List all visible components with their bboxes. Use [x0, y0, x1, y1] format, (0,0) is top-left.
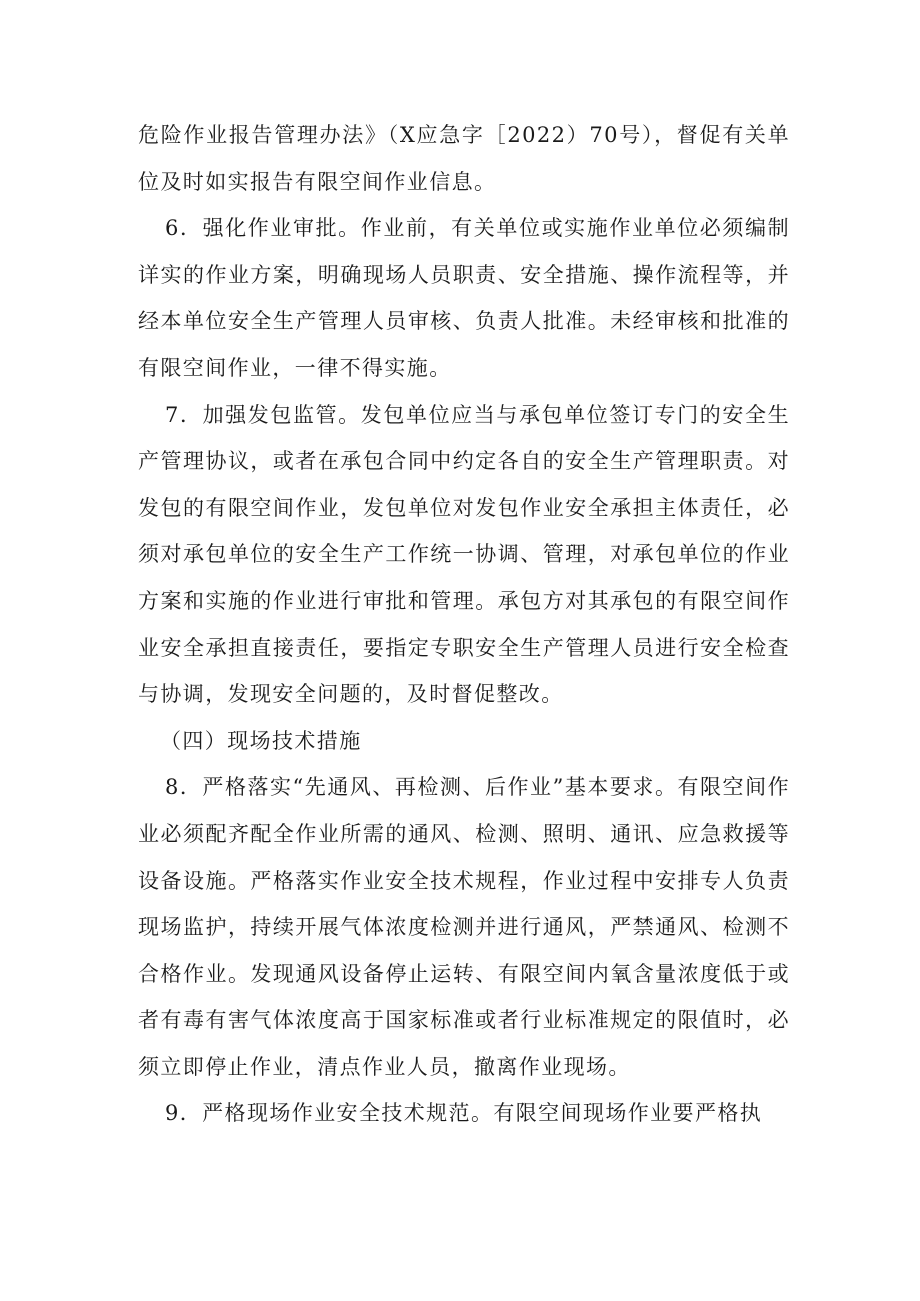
- paragraph-item-9: 9．严格现场作业安全技术规范。有限空间现场作业要严格执: [165, 1101, 763, 1126]
- document-body: [138, 112, 790, 1137]
- paragraph-item-6: 6．强化作业审批。作业前，有关单位或实施作业单位必须编制详实的作业方案，明确现场人员职责、安全措施、操作流程等，并经本单位安全生产管理人员审核、负责人批准。未经审核和批准的有限空间作业，一律不得实施。: [138, 216, 790, 380]
- section-heading-4: （四）现场技术措施: [160, 728, 362, 753]
- paragraph-item-8: 8．严格落实“先通风、再检测、后作业”基本要求。有限空间作业必须配齐配全作业所需的通风、检测、照明、通讯、应急救援等设备设施。严格落实作业安全技术规程，作业过程中安排专人负责现场监护，持续开展气体浓度检测并进行通风，严禁通风、检测不合格作业。发现通风设备停止运转、有限空间内氧含量浓度低于或者有毒有害气体浓度高于国家标准或者行业标准规定的限值时，必须立即停止作业，清点作业人员，撤离作业现场。: [138, 775, 790, 1079]
- paragraph-item-7: 7．加强发包监管。发包单位应当与承包单位签订专门的安全生产管理协议，或者在承包合同中约定各自的安全生产管理职责。对发包的有限空间作业，发包单位对发包作业安全承担主体责任，必须对承包单位的安全生产工作统一协调、管理，对承包单位的作业方案和实施的作业进行审批和管理。承包方对其承包的有限空间作业安全承担直接责任，要指定专职安全生产管理人员进行安全检查与协调，发现安全问题的，及时督促整改。: [138, 402, 790, 707]
- paragraph-continuation: 危险作业报告管理办法》（X应急字［2022）70号），督促有关单位及时如实报告有限空间作业信息。: [138, 123, 790, 194]
